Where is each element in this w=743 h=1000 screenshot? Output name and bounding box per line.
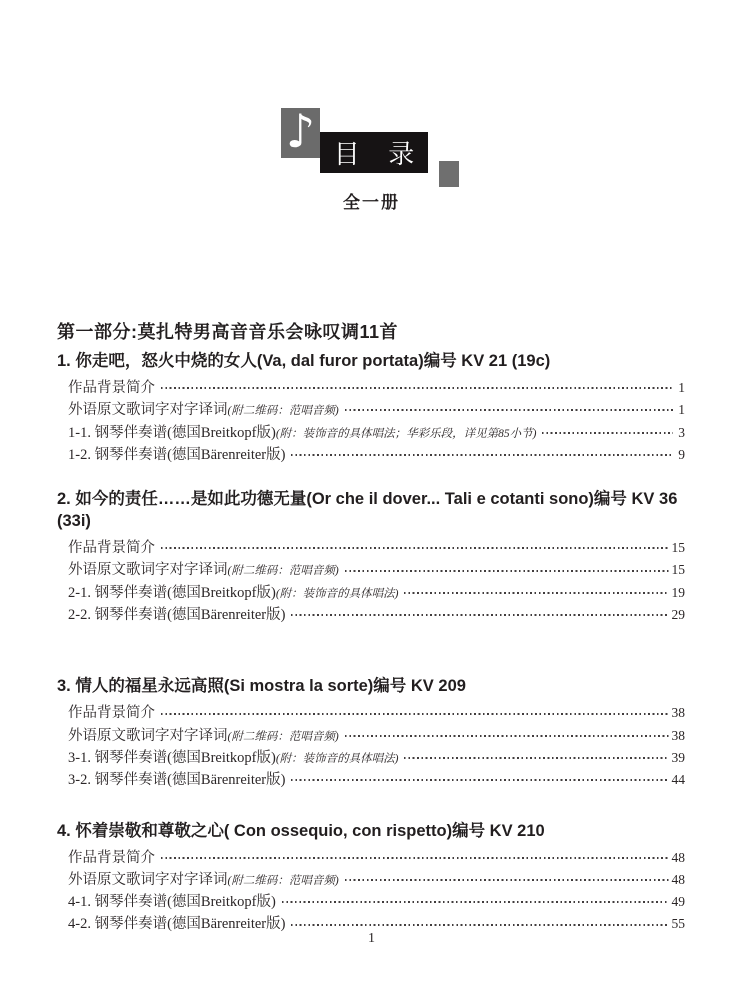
toc-item-note: (附：装饰音的具体唱法) xyxy=(275,752,399,765)
toc-item-label: 1-2. 钢琴伴奏谱(德国Bärenreiter版) xyxy=(68,446,286,463)
toc-item-label: 2-2. 钢琴伴奏谱(德国Bärenreiter版) xyxy=(68,607,286,624)
toc-entry xyxy=(57,488,685,625)
folio-page-number: 1 xyxy=(368,931,375,946)
toc-item-label: 4-2. 钢琴伴奏谱(德国Bärenreiter版) xyxy=(68,916,286,933)
toc-entry xyxy=(57,675,685,790)
dot-leader xyxy=(404,592,668,594)
dot-leader xyxy=(291,779,668,781)
toc-line xyxy=(68,746,685,768)
toc-item-page: 1 xyxy=(678,402,685,418)
toc-item-label: 3-1. 钢琴伴奏谱(德国Breitkopf版) xyxy=(68,749,276,766)
toc-line xyxy=(68,536,685,558)
toc-entry-title: 4. 怀着崇敬和尊敬之心( Con ossequio, con rispetto)编号 KV 210 xyxy=(57,821,545,840)
toc-item-note: (附：装饰音的具体唱法) xyxy=(275,587,399,600)
page-header xyxy=(0,0,743,230)
toc-item-label: 外语原文歌词字对字译词 xyxy=(68,402,228,419)
toc-entry-items xyxy=(68,376,685,465)
toc-entry-title: 3. 情人的福星永远高照(Si mostra la sorte)编号 KV 209 xyxy=(57,677,466,696)
toc-item-page: 38 xyxy=(671,705,685,721)
toc-item-page: 55 xyxy=(671,916,685,932)
toc-item-page: 49 xyxy=(671,894,685,910)
toc-item-label: 4-1. 钢琴伴奏谱(德国Breitkopf版) xyxy=(68,894,276,911)
toc-line xyxy=(68,768,685,790)
toc-item-label: 外语原文歌词字对字译词 xyxy=(68,727,228,744)
toc-item-label: 作品背景简介 xyxy=(68,849,155,866)
toc-item-label: 外语原文歌词字对字译词 xyxy=(68,562,228,579)
music-note-badge xyxy=(281,104,320,158)
dot-leader xyxy=(161,387,673,389)
toc-item-note: (附：装饰音的具体唱法；华彩乐段，详见第85小节) xyxy=(275,427,537,440)
accent-square xyxy=(439,161,459,187)
toc-line xyxy=(68,558,685,580)
toc-item-page: 3 xyxy=(678,424,685,440)
dot-leader xyxy=(161,547,669,549)
toc-line xyxy=(68,398,685,420)
dot-leader xyxy=(291,924,668,926)
toc-entry-title: 1. 你走吧，怒火中烧的女人(Va, dal furor portata)编号 KV 21 (19c) xyxy=(57,352,551,370)
toc-line xyxy=(68,421,685,443)
toc-item-note: (附二维码：范唱音频) xyxy=(227,405,339,418)
dot-leader xyxy=(345,735,669,737)
toc-line xyxy=(68,890,685,912)
toc-entry xyxy=(57,350,685,465)
toc-entry-items xyxy=(68,846,685,935)
toc-item-page: 44 xyxy=(671,772,685,788)
dot-leader xyxy=(291,614,668,616)
toc-item-label: 作品背景简介 xyxy=(68,380,155,396)
toc-item-page: 48 xyxy=(671,849,685,865)
toc-item-page: 29 xyxy=(671,607,685,623)
toc-item-label: 作品背景简介 xyxy=(68,705,155,722)
section-title: 第一部分:莫扎特男高音音乐会咏叹调11首 xyxy=(57,322,399,342)
toc-entry-items xyxy=(68,536,685,625)
volume-subtitle: 全一册 xyxy=(343,193,400,212)
page-title: 目 录 xyxy=(333,140,415,169)
toc-item-page: 15 xyxy=(671,540,685,556)
toc-item-note: (附二维码：范唱音频) xyxy=(227,565,339,578)
toc-item-label: 1-1. 钢琴伴奏谱(德国Breitkopf版) xyxy=(68,424,276,441)
toc-item-page: 19 xyxy=(671,584,685,600)
dot-leader xyxy=(345,879,669,881)
toc-line xyxy=(68,868,685,890)
toc-content xyxy=(57,320,685,935)
toc-item-page: 1 xyxy=(678,380,685,395)
toc-item-note: (附二维码：范唱音频) xyxy=(227,730,339,743)
dot-leader xyxy=(291,454,673,456)
toc-line xyxy=(68,701,685,723)
page-footer xyxy=(0,931,743,947)
toc-item-page: 48 xyxy=(671,871,685,887)
toc-line xyxy=(68,724,685,746)
dot-leader xyxy=(404,757,668,759)
dot-leader xyxy=(161,857,669,859)
toc-entry-items xyxy=(68,701,685,790)
eighth-note-icon: ♪ xyxy=(285,104,316,158)
dot-leader xyxy=(542,432,673,434)
dot-leader xyxy=(282,901,669,903)
toc-line xyxy=(68,581,685,603)
toc-item-label: 3-2. 钢琴伴奏谱(德国Bärenreiter版) xyxy=(68,772,286,789)
toc-line xyxy=(68,443,685,465)
toc-line xyxy=(68,846,685,868)
toc-item-label: 2-1. 钢琴伴奏谱(德国Breitkopf版) xyxy=(68,584,276,601)
dot-leader xyxy=(345,570,669,572)
toc-item-page: 9 xyxy=(678,446,685,462)
toc-title-box xyxy=(320,132,428,173)
toc-line xyxy=(68,376,685,398)
toc-item-label: 外语原文歌词字对字译词 xyxy=(68,871,228,888)
toc-entry-title: 2. 如今的责任……是如此功德无量(Or che il dover... Tali e cotanti sono)编号 KV 36 (33i) xyxy=(57,490,678,531)
toc-line xyxy=(68,603,685,625)
toc-entry xyxy=(57,820,685,935)
toc-item-page: 15 xyxy=(671,562,685,578)
toc-item-page: 39 xyxy=(671,749,685,765)
toc-item-label: 作品背景简介 xyxy=(68,540,155,557)
dot-leader xyxy=(161,713,669,715)
dot-leader xyxy=(345,409,673,411)
toc-item-note: (附二维码：范唱音频) xyxy=(227,874,339,887)
toc-item-page: 38 xyxy=(671,727,685,743)
